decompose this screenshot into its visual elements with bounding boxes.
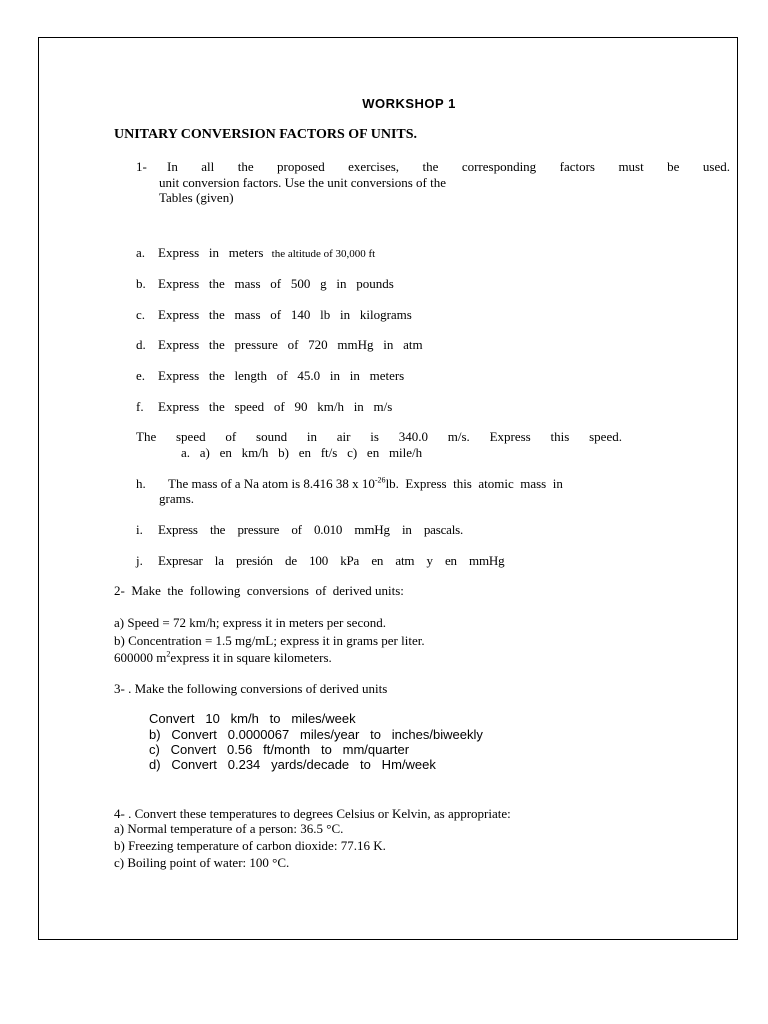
exercise-label: a. (136, 245, 146, 260)
section4-item: a) Normal temperature of a person: 36.5 °C. (114, 821, 344, 836)
exercise-text-small: the altitude of 30,000 ft (271, 248, 376, 260)
section1-intro-word: the (422, 159, 439, 174)
exercise-text: Express in meters (158, 245, 264, 260)
section3-item: d) Convert 0.234 yards/decade to Hm/week (149, 757, 436, 772)
page-title: WORKSHOP 1 (362, 96, 456, 111)
exercise-sound-word: of (225, 429, 237, 444)
exercise-sound-word: is (370, 429, 379, 444)
section1-intro-word: corresponding (461, 159, 537, 174)
section3-item: Convert 10 km/h to miles/week (149, 711, 356, 726)
exercise-f (136, 400, 392, 413)
section1-intro-line2: unit conversion factors. Use the unit conversions of the (159, 175, 447, 190)
exercise-sound-word: this (550, 429, 570, 444)
exercise-text: Express the speed of 90 km/h in m/s (158, 399, 393, 414)
exercise-label: i. (136, 522, 143, 537)
exercise-sound-word: air (336, 429, 351, 444)
exercise-sound-word: sound (256, 429, 288, 444)
section2-item-a: a) Speed = 72 km/h; express it in meters per second. (114, 615, 386, 630)
exercise-label: j. (136, 553, 143, 568)
exercise-text: Express the mass of 140 lb in kilograms (158, 307, 412, 322)
section2-heading: 2- Make the following conversions of derived units: (114, 583, 404, 598)
exercise-label: c. (136, 307, 146, 322)
section3-item: b) Convert 0.0000067 miles/year to inches/biweekly (149, 727, 483, 742)
section1-intro-word: exercises, (348, 159, 400, 174)
section2-item-b: b) Concentration = 1.5 mg/mL; express it in grams per liter. (114, 633, 425, 648)
section3-item: c) Convert 0.56 ft/month to mm/quarter (149, 742, 410, 757)
section1-intro-word: factors (559, 159, 595, 174)
exercise-text: Express the pressure of 720 mmHg in atm (158, 337, 423, 352)
page-subtitle: UNITARY CONVERSION FACTORS OF UNITS. (114, 127, 418, 142)
exercise-i (136, 523, 463, 536)
section2-item-c-exponent: 2 (166, 649, 171, 659)
exercise-h (136, 477, 563, 490)
exercise-text: Expresar la presión de 100 kPa en atm y en mmHg (158, 553, 505, 568)
section4-item: b) Freezing temperature of carbon dioxide: 77.16 K. (114, 838, 386, 853)
exercise-text: Express the mass of 500 g in pounds (158, 276, 394, 291)
exercise-b (136, 277, 394, 290)
exercise-sound-word: The (136, 429, 157, 444)
exercise-d (136, 338, 423, 351)
exercise-label: f. (136, 399, 144, 414)
exercise-j (136, 554, 504, 567)
exercise-sound-word: Express (489, 429, 531, 444)
exercise-h-text-end: lb. Express this atomic mass in (385, 476, 563, 491)
section1-number: 1- (136, 159, 147, 174)
section1-intro-line3: Tables (given) (159, 190, 234, 205)
section3-heading: 3- . Make the following conversions of derived units (114, 681, 388, 696)
section1-intro-word: used. (702, 159, 730, 174)
exercise-e (136, 369, 404, 382)
exercise-a (136, 246, 375, 260)
section2-item-c-text-end: express it in square kilometers. (170, 650, 332, 665)
exercise-label: h. (136, 476, 146, 491)
exercise-h-text: The mass of a Na atom is 8.416 38 x 10 (168, 476, 375, 491)
exercise-c (136, 308, 412, 321)
exercise-label: b. (136, 276, 146, 291)
exercise-sound-word: 340.0 (398, 429, 428, 444)
exercise-h-line2: grams. (159, 491, 195, 506)
exercise-sound-word: m/s. (447, 429, 470, 444)
exercise-label: e. (136, 368, 146, 383)
section1-intro-line1 (167, 160, 730, 173)
exercise-sound-word: speed. (589, 429, 622, 444)
exercise-label: d. (136, 337, 146, 352)
section1-intro-word: proposed (277, 159, 325, 174)
exercise-h-exponent: -26 (374, 475, 386, 485)
exercise-text: Express the pressure of 0.010 mmHg in pascals. (158, 522, 464, 537)
section1-intro-word: be (667, 159, 680, 174)
exercise-sound-speed (136, 430, 622, 443)
section4-heading: 4- . Convert these temperatures to degrees Celsius or Kelvin, as appropriate: (114, 806, 511, 821)
exercise-sound-word: in (306, 429, 317, 444)
section1-intro-word: all (201, 159, 215, 174)
exercise-sound-word: speed (176, 429, 206, 444)
section1-intro-word: the (237, 159, 254, 174)
section2-item-c (114, 651, 332, 664)
section2-item-c-text: 600000 m (114, 650, 167, 665)
section1-intro-word: must (618, 159, 644, 174)
section1-intro-word: In (167, 159, 178, 174)
section4-item: c) Boiling point of water: 100 °C. (114, 855, 290, 870)
exercise-text: Express the length of 45.0 in in meters (158, 368, 405, 383)
exercise-sound-subparts: a. a) en km/h b) en ft/s c) en mile/h (181, 445, 423, 460)
